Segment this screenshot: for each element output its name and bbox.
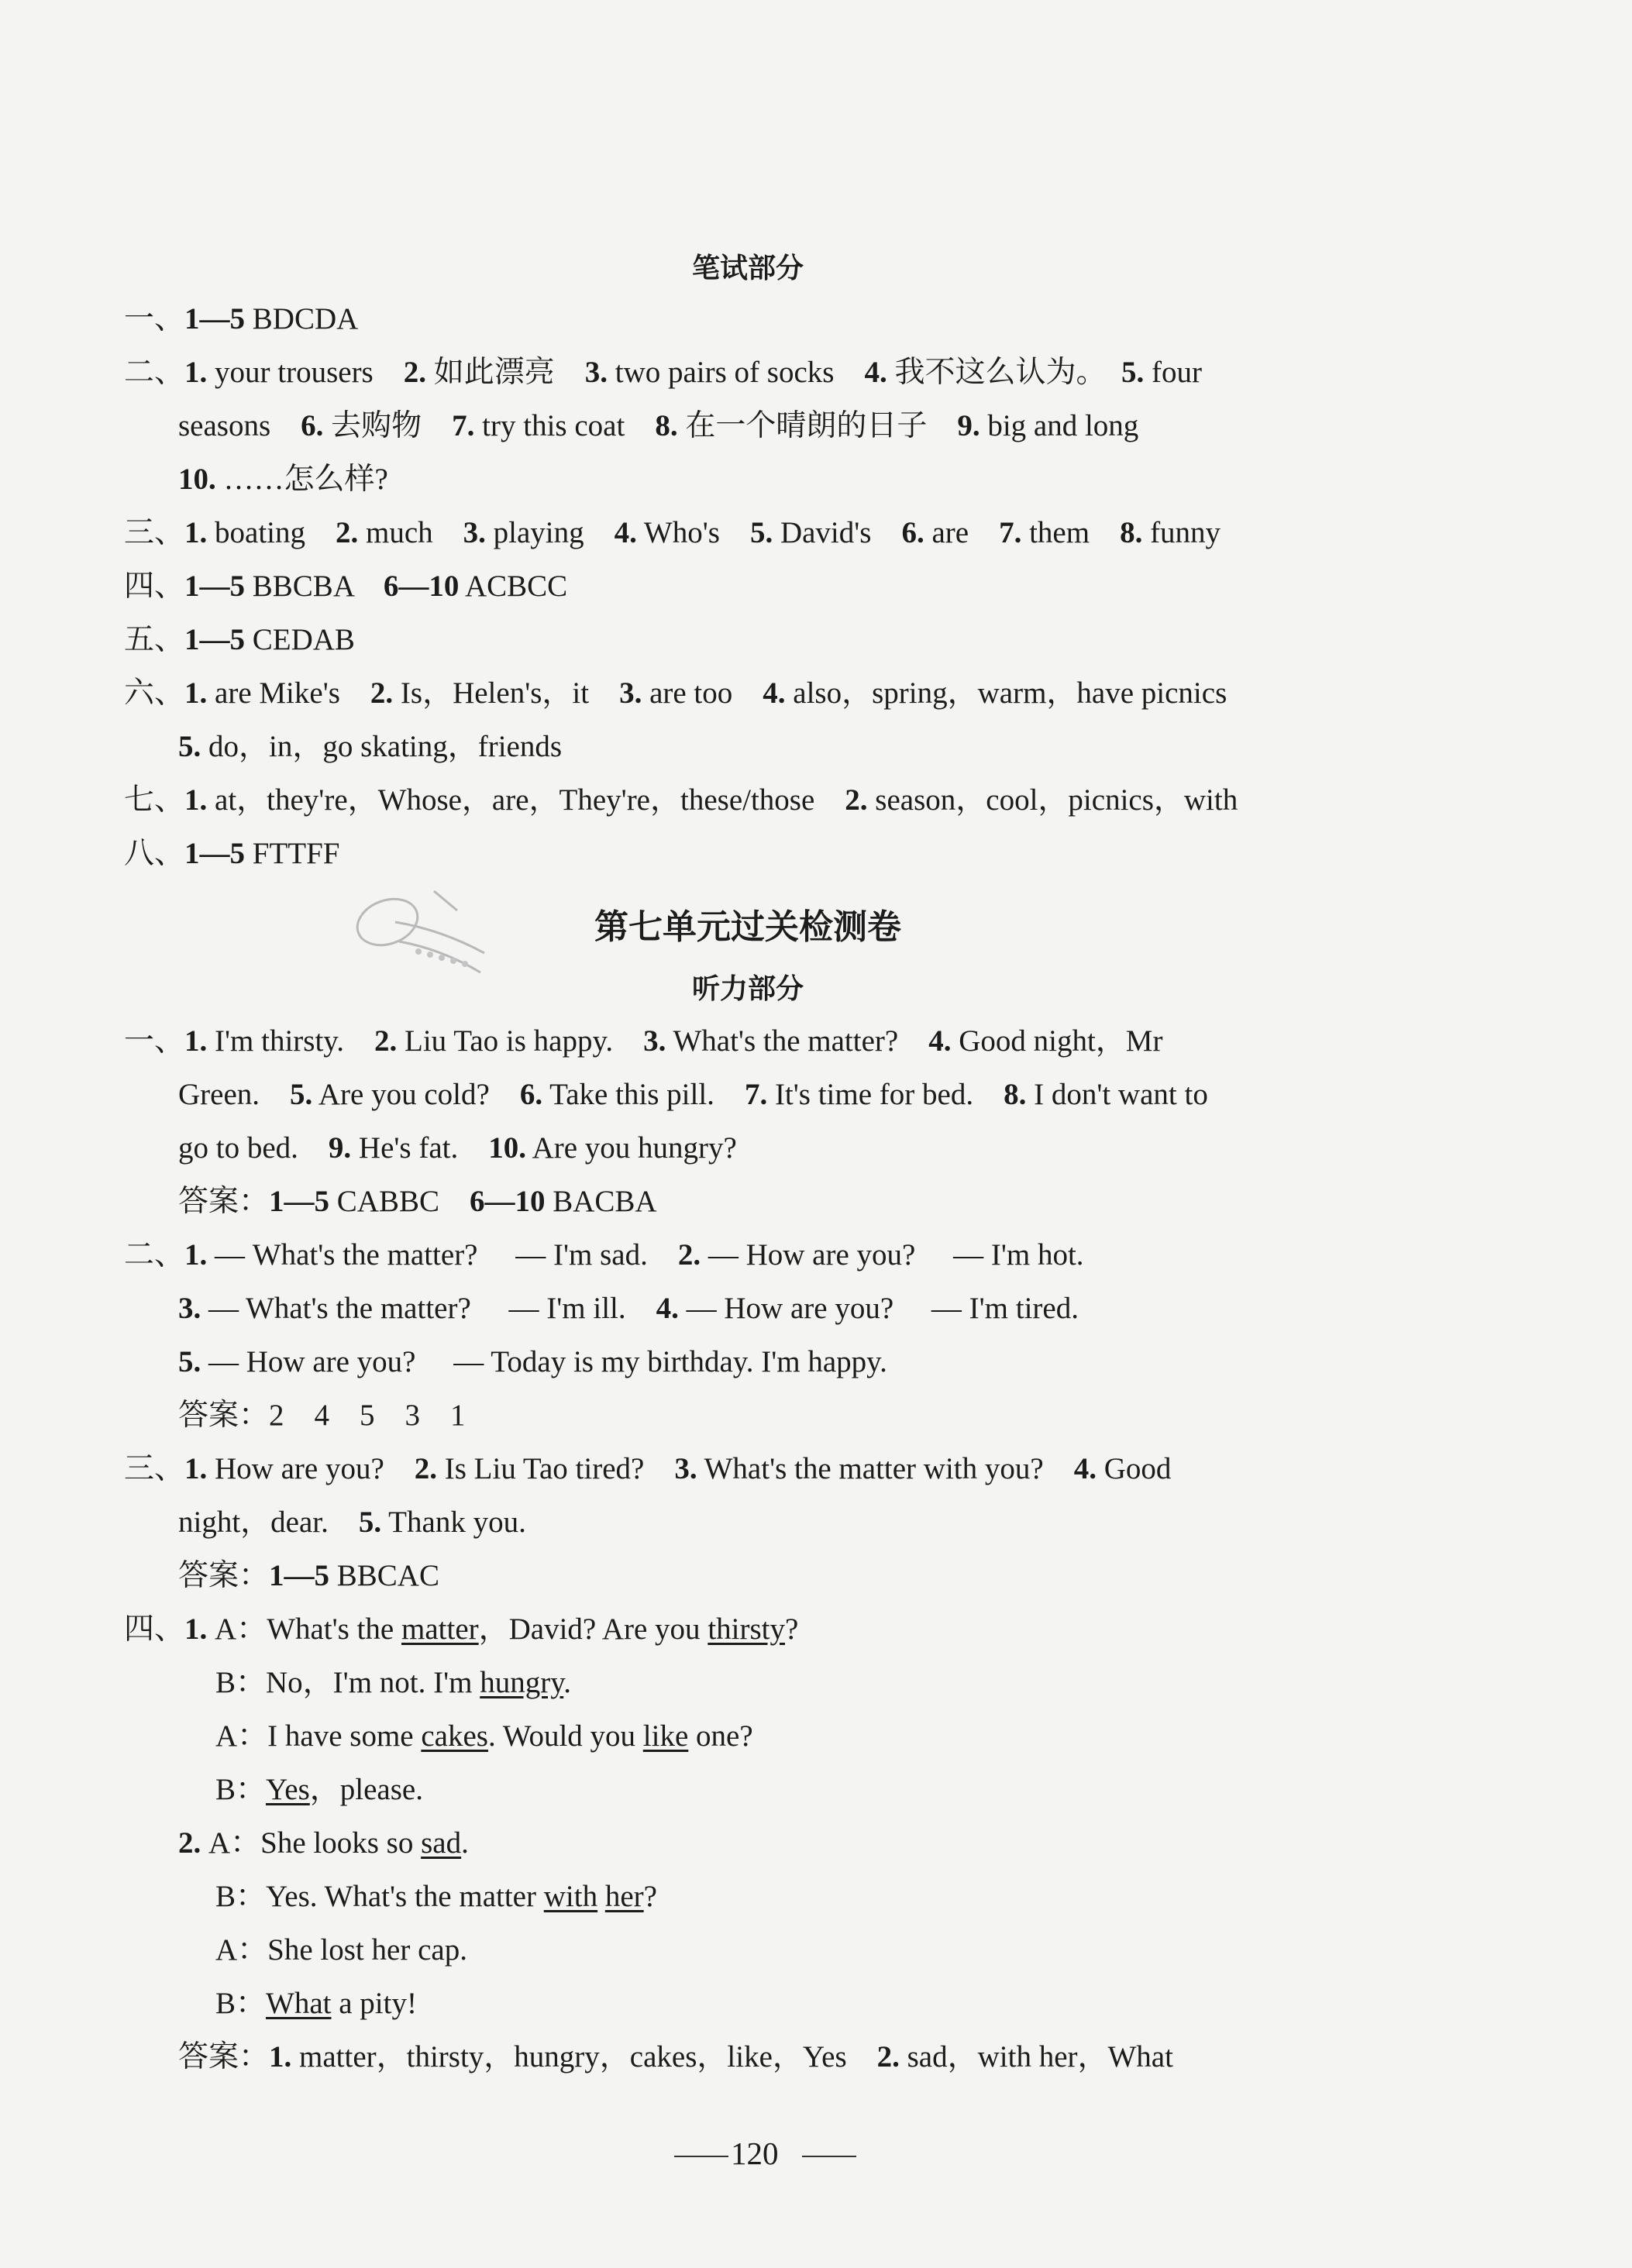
answer-line bbox=[124, 513, 1221, 553]
item-text: FTTFF bbox=[245, 837, 340, 870]
speaker: B： bbox=[215, 1666, 267, 1699]
item-text: BDCDA bbox=[245, 302, 359, 336]
question-line bbox=[178, 1342, 887, 1382]
question-line bbox=[124, 1449, 1171, 1489]
blank-answer: sad bbox=[421, 1826, 462, 1860]
item-text: Is，Helen's，it bbox=[393, 676, 620, 710]
item-number: 7. bbox=[999, 516, 1022, 549]
dialogue-text: Yes. What's the matter bbox=[266, 1880, 544, 1913]
item-number: 8. bbox=[655, 409, 678, 442]
item-text: Is Liu Tao tired? bbox=[437, 1452, 675, 1485]
question-line bbox=[178, 1502, 526, 1543]
item-text: What's the matter with you? bbox=[697, 1452, 1074, 1485]
speaker: B： bbox=[215, 1987, 267, 2020]
item-number: 1. bbox=[184, 676, 208, 710]
dialogue-line bbox=[215, 1877, 657, 1917]
answer-line bbox=[178, 459, 388, 500]
dialogue-line bbox=[215, 1984, 417, 2024]
answer-label: 答案： bbox=[178, 1559, 270, 1592]
watermark-stamp bbox=[341, 868, 496, 992]
item-text: are too bbox=[642, 676, 763, 710]
dialogue-line bbox=[215, 1770, 423, 1810]
blank-answer: hungry bbox=[480, 1666, 564, 1699]
question-marker: 七、 bbox=[124, 783, 185, 817]
question-marker: 三、 bbox=[124, 1452, 185, 1485]
item-text: two pairs of socks bbox=[608, 356, 865, 389]
answer-label: 答案： bbox=[178, 1399, 270, 1432]
item-number: 7. bbox=[744, 1078, 768, 1111]
answer-label: 答案： bbox=[178, 2040, 270, 2074]
question-line bbox=[124, 1021, 1162, 1062]
item-number: 2. bbox=[677, 1238, 701, 1272]
item-text: I don't want to bbox=[1026, 1078, 1208, 1111]
answer-line bbox=[178, 1556, 439, 1596]
item-number: 1—5 bbox=[269, 1559, 330, 1592]
question-marker: 二、 bbox=[124, 356, 185, 389]
dialogue-text: I have some bbox=[267, 1719, 422, 1753]
item-text: — How are you? — Today is my birthday. I'm happy. bbox=[201, 1345, 887, 1378]
question-marker: 五、 bbox=[124, 623, 185, 656]
answer-line bbox=[178, 2037, 1173, 2077]
answer-line bbox=[124, 780, 1238, 821]
unit-title: 第七单元过关检测卷 bbox=[594, 907, 901, 947]
speaker: B： bbox=[215, 1773, 267, 1806]
item-number: 7. bbox=[452, 409, 475, 442]
item-text: night，dear. bbox=[178, 1506, 359, 1539]
item-number: 1. bbox=[184, 783, 208, 817]
item-number: 6. bbox=[301, 409, 324, 442]
item-text: — How are you? — I'm tired. bbox=[678, 1292, 1079, 1325]
blank-answer: with bbox=[543, 1880, 598, 1913]
item-number: 5. bbox=[749, 516, 773, 549]
item-number: 1. bbox=[184, 516, 208, 549]
item-number: 9. bbox=[328, 1131, 352, 1165]
question-marker: 二、 bbox=[124, 1238, 185, 1272]
question-marker: 八、 bbox=[124, 837, 185, 870]
dialogue-line bbox=[215, 1663, 571, 1703]
item-text: What's the matter? bbox=[666, 1024, 929, 1058]
dialogue-text: a pity! bbox=[331, 1987, 417, 2020]
item-text: CABBC bbox=[329, 1185, 470, 1218]
item-number: 4. bbox=[763, 676, 786, 710]
dialogue-text: ? bbox=[784, 1612, 799, 1646]
item-number: 2. bbox=[845, 783, 868, 817]
item-number: 5. bbox=[178, 1345, 201, 1378]
blank-answer: thirsty bbox=[708, 1612, 785, 1646]
dialogue-line bbox=[215, 1930, 467, 1970]
answer-line bbox=[124, 834, 339, 874]
item-text: BBCAC bbox=[329, 1559, 439, 1592]
item-number: 2. bbox=[374, 1024, 398, 1058]
item-text: do，in，go skating，friends bbox=[201, 730, 563, 763]
item-number: 1—5 bbox=[184, 570, 246, 603]
item-text: Green. bbox=[178, 1078, 291, 1111]
item-text: It's time for bed. bbox=[767, 1078, 1004, 1111]
item-text: go to bed. bbox=[178, 1131, 329, 1165]
dialogue-text: . bbox=[461, 1826, 469, 1860]
item-text: — How are you? — I'm hot. bbox=[701, 1238, 1084, 1272]
item-text: 我不这么认为。 bbox=[887, 356, 1121, 389]
item-text: David's bbox=[773, 516, 902, 549]
item-text: How are you? bbox=[207, 1452, 415, 1485]
answer-line bbox=[178, 1182, 657, 1222]
question-marker: 四、 bbox=[124, 570, 185, 603]
item-text: at，they're，Whose，are，They're，these/those bbox=[207, 783, 845, 817]
item-number: 1. bbox=[184, 1452, 208, 1485]
item-number: 3. bbox=[643, 1024, 666, 1058]
dialogue-text bbox=[597, 1880, 605, 1913]
item-text: 在一个晴朗的日子 bbox=[677, 409, 958, 442]
answer-line bbox=[124, 673, 1227, 714]
item-number: 2. bbox=[336, 516, 359, 549]
item-text: — What's the matter? — I'm ill. bbox=[201, 1292, 656, 1325]
item-number: 1—5 bbox=[184, 302, 246, 336]
item-text: Who's bbox=[636, 516, 750, 549]
item-text: CEDAB bbox=[245, 623, 355, 656]
answer-line bbox=[124, 353, 1202, 393]
item-number: 3. bbox=[463, 516, 486, 549]
item-text: I'm thirsty. bbox=[207, 1024, 375, 1058]
dialogue-text: . Would you bbox=[487, 1719, 643, 1753]
item-number: 9. bbox=[957, 409, 980, 442]
item-number: 1. bbox=[184, 1024, 208, 1058]
answer-text: 2 4 5 3 1 bbox=[269, 1399, 466, 1432]
item-text: Are you hungry? bbox=[525, 1131, 737, 1165]
blank-answer: matter bbox=[401, 1612, 479, 1646]
answer-line bbox=[178, 406, 1138, 446]
item-number: 5. bbox=[1121, 356, 1145, 389]
question-marker: 四、 bbox=[124, 1612, 185, 1646]
dialogue-line bbox=[215, 1716, 753, 1757]
dialogue-text: ，David? Are you bbox=[478, 1612, 708, 1646]
item-text: are bbox=[924, 516, 1000, 549]
question-line bbox=[124, 1235, 1084, 1275]
item-number: 1—5 bbox=[184, 623, 246, 656]
item-number: 5. bbox=[290, 1078, 313, 1111]
item-number: 1—5 bbox=[269, 1185, 330, 1218]
item-number: 3. bbox=[178, 1292, 201, 1325]
item-number: 4. bbox=[928, 1024, 952, 1058]
question-marker: 一、 bbox=[124, 302, 185, 336]
question-marker: 三、 bbox=[124, 516, 185, 549]
question-line bbox=[178, 1075, 1208, 1115]
page-number: 120 bbox=[731, 2135, 779, 2171]
answer-line bbox=[124, 566, 567, 607]
item-number: 1. bbox=[184, 356, 208, 389]
dialogue-text: ，please. bbox=[309, 1773, 423, 1806]
dialogue-line bbox=[178, 1823, 469, 1864]
item-number: 2. bbox=[876, 2040, 900, 2074]
item-number: 6—10 bbox=[383, 570, 460, 603]
item-text: Are you cold? bbox=[312, 1078, 520, 1111]
blank-answer: What bbox=[266, 1987, 332, 2020]
item-number: 2. bbox=[414, 1452, 438, 1485]
dialogue-text: ? bbox=[643, 1880, 657, 1913]
item-text: matter，thirsty，hungry，cakes，like，Yes bbox=[291, 2040, 877, 2074]
dialogue-text: She lost her cap. bbox=[267, 1933, 467, 1967]
speaker: B： bbox=[215, 1880, 267, 1913]
question-marker: 六、 bbox=[124, 676, 185, 710]
blank-answer: like bbox=[642, 1719, 689, 1753]
item-number: 2. bbox=[178, 1826, 208, 1860]
question-line bbox=[178, 1128, 737, 1168]
speaker: A： bbox=[208, 1826, 261, 1860]
answer-line bbox=[178, 1396, 466, 1436]
page-number-dash-right bbox=[802, 2156, 856, 2157]
item-text: sad，with her，What bbox=[899, 2040, 1173, 2074]
item-number: 8. bbox=[1004, 1078, 1027, 1111]
speaker: A： bbox=[215, 1933, 268, 1967]
dialogue-text: one? bbox=[688, 1719, 753, 1753]
page-number-dash-left bbox=[674, 2156, 728, 2157]
item-number: 3. bbox=[584, 356, 608, 389]
item-number: 1. bbox=[269, 2040, 292, 2074]
item-text: also，spring，warm，have picnics bbox=[785, 676, 1227, 710]
blank-answer: her bbox=[604, 1880, 644, 1913]
item-number: 1—5 bbox=[184, 837, 246, 870]
item-text: big and long bbox=[980, 409, 1139, 442]
item-text: them bbox=[1021, 516, 1121, 549]
item-text: Take this pill. bbox=[542, 1078, 745, 1111]
item-number: 5. bbox=[178, 730, 201, 763]
item-number: 6. bbox=[519, 1078, 543, 1111]
item-number: 6. bbox=[901, 516, 924, 549]
section-title: 笔试部分 bbox=[691, 253, 804, 284]
answer-line bbox=[124, 299, 358, 339]
item-text: your trousers bbox=[207, 356, 404, 389]
item-number: 1. bbox=[184, 1612, 215, 1646]
item-text: BBCBA bbox=[245, 570, 384, 603]
blank-answer: cakes bbox=[421, 1719, 488, 1753]
dialogue-text: What's the bbox=[267, 1612, 401, 1646]
question-marker: 一、 bbox=[124, 1024, 185, 1058]
item-text: BACBA bbox=[545, 1185, 657, 1218]
item-number: 6—10 bbox=[469, 1185, 546, 1218]
answer-label: 答案： bbox=[178, 1185, 270, 1218]
dialogue-text: . bbox=[563, 1666, 571, 1699]
item-number: 4. bbox=[614, 516, 637, 549]
item-number: 3. bbox=[619, 676, 642, 710]
item-number: 2. bbox=[370, 676, 394, 710]
item-text: Thank you. bbox=[381, 1506, 526, 1539]
item-text: 如此漂亮 bbox=[425, 356, 585, 389]
blank-answer: Yes bbox=[266, 1773, 310, 1806]
item-number: 4. bbox=[656, 1292, 679, 1325]
item-number: 10. bbox=[488, 1131, 526, 1165]
item-text: try this coat bbox=[474, 409, 656, 442]
item-number: 1. bbox=[184, 1238, 208, 1272]
dialogue-text: No，I'm not. I'm bbox=[266, 1666, 480, 1699]
item-number: 8. bbox=[1120, 516, 1143, 549]
item-text: season，cool，picnics，with bbox=[867, 783, 1238, 817]
item-number: 4. bbox=[1073, 1452, 1097, 1485]
item-text: — What's the matter? — I'm sad. bbox=[207, 1238, 678, 1272]
item-text: Liu Tao is happy. bbox=[397, 1024, 644, 1058]
item-text: seasons bbox=[178, 409, 301, 442]
item-text: ACBCC bbox=[459, 570, 568, 603]
dialogue-line bbox=[124, 1609, 798, 1650]
dialogue-text: She looks so bbox=[260, 1826, 422, 1860]
item-text: funny bbox=[1142, 516, 1221, 549]
item-text: much bbox=[358, 516, 463, 549]
speaker: A： bbox=[215, 1612, 267, 1646]
item-text: 去购物 bbox=[323, 409, 453, 442]
item-text: ……怎么样? bbox=[215, 463, 388, 496]
item-number: 5. bbox=[358, 1506, 382, 1539]
item-text: boating bbox=[207, 516, 336, 549]
item-text: He's fat. bbox=[351, 1131, 489, 1165]
answer-line bbox=[178, 727, 562, 767]
question-line bbox=[178, 1289, 1079, 1329]
item-number: 4. bbox=[864, 356, 887, 389]
speaker: A： bbox=[215, 1719, 268, 1753]
item-text: Good bbox=[1096, 1452, 1172, 1485]
answer-line bbox=[124, 620, 355, 660]
item-text: are Mike's bbox=[207, 676, 370, 710]
section-title: 听力部分 bbox=[691, 973, 804, 1005]
item-number: 2. bbox=[403, 356, 426, 389]
item-number: 3. bbox=[674, 1452, 697, 1485]
item-text: four bbox=[1144, 356, 1202, 389]
item-number: 10. bbox=[178, 463, 216, 496]
item-text: playing bbox=[485, 516, 615, 549]
item-text: Good night，Mr bbox=[951, 1024, 1163, 1058]
